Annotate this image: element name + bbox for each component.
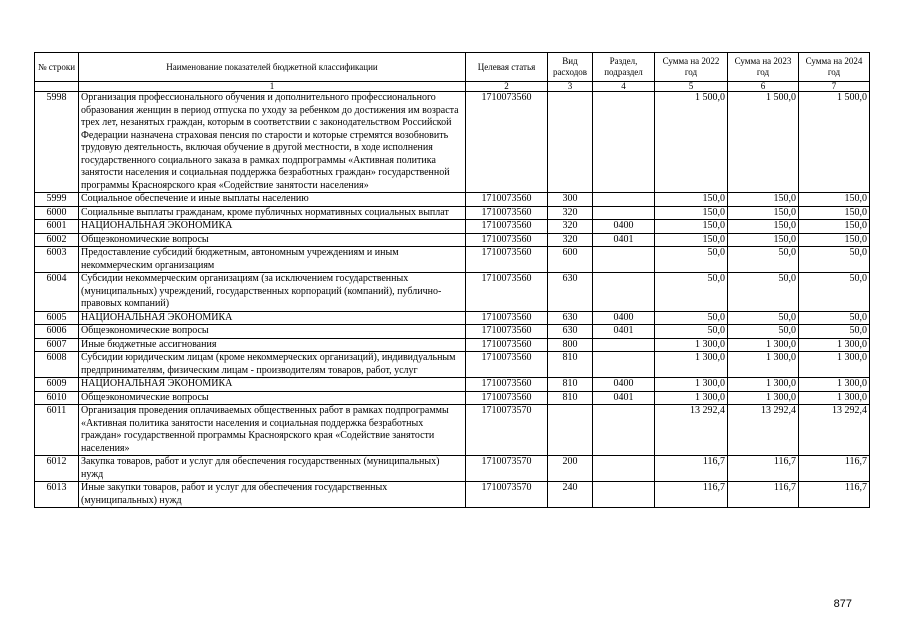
expense-type: 600 [548,247,593,273]
sum-2023: 150,0 [728,193,799,207]
sum-2023: 1 300,0 [728,352,799,378]
sum-2024: 150,0 [799,220,870,234]
table-row [35,405,870,456]
expense-type: 630 [548,273,593,312]
indicator-name: Социальное обеспечение и иные выплаты населению [79,193,466,207]
sum-2022: 116,7 [655,456,728,482]
target-article: 1710073560 [466,273,548,312]
column-number: 7 [799,82,870,92]
row-number: 6005 [35,311,79,325]
sum-2022: 1 300,0 [655,338,728,352]
target-article: 1710073570 [466,405,548,456]
sum-2023: 13 292,4 [728,405,799,456]
target-article: 1710073560 [466,378,548,392]
sum-2024: 150,0 [799,233,870,247]
sum-2022: 50,0 [655,247,728,273]
expense-type: 800 [548,338,593,352]
header-indicator-name: Наименование показателей бюджетной классификации [79,53,466,82]
target-article: 1710073560 [466,206,548,220]
row-number: 6008 [35,352,79,378]
expense-type: 200 [548,456,593,482]
column-number: 2 [466,82,548,92]
row-number: 6012 [35,456,79,482]
row-number: 6009 [35,378,79,392]
indicator-name: Организация проведения оплачиваемых общественных работ в рамках подпрограммы «Активная политика занятости населения и социальная поддержка безработных граждан» государственной программы Красноярского края «Содействие занятости населения» [79,405,466,456]
header-target-article: Целевая статья [466,53,548,82]
row-number: 6006 [35,325,79,339]
sum-2023: 150,0 [728,220,799,234]
sum-2022: 1 500,0 [655,92,728,193]
target-article: 1710073560 [466,220,548,234]
expense-type: 810 [548,378,593,392]
row-number: 6007 [35,338,79,352]
indicator-name: Субсидии юридическим лицам (кроме некоммерческих организаций), индивидуальным предпринимателям, физическим лицам - производителям товаров, работ, услуг [79,352,466,378]
expense-type [548,405,593,456]
table-row [35,311,870,325]
sum-2023: 50,0 [728,247,799,273]
sum-2022: 1 300,0 [655,391,728,405]
target-article: 1710073560 [466,325,548,339]
sum-2024: 50,0 [799,311,870,325]
sum-2023: 116,7 [728,456,799,482]
table-row [35,273,870,312]
header-sum-2023: Сумма на 2023 год [728,53,799,82]
table-body [35,92,870,508]
expense-type: 240 [548,482,593,508]
row-number: 6013 [35,482,79,508]
sum-2024: 116,7 [799,456,870,482]
table-row [35,482,870,508]
expense-type: 320 [548,220,593,234]
expense-type: 630 [548,311,593,325]
section-code [593,482,655,508]
sum-2023: 150,0 [728,233,799,247]
sum-2024: 50,0 [799,247,870,273]
row-number: 6003 [35,247,79,273]
indicator-name: Иные закупки товаров, работ и услуг для обеспечения государственных (муниципальных) нужд [79,482,466,508]
row-number: 5998 [35,92,79,193]
sum-2024: 1 300,0 [799,338,870,352]
indicator-name: Субсидии некоммерческим организациям (за исключением государственных (муниципальных) учреждений, государственных корпораций (компаний), публично-правовых компаний) [79,273,466,312]
sum-2024: 50,0 [799,325,870,339]
table-row [35,391,870,405]
sum-2022: 150,0 [655,193,728,207]
header-expense-type: Вид расходов [548,53,593,82]
indicator-name: Организация профессионального обучения и дополнительного профессионального образования женщин в период отпуска по уходу за ребенком до достижения им возраста трех лет, незанятых граждан, которым в соответствии с законодательством Российской Федерации назначена страховая пенсия по старости и которые стремятся возобновить трудовую деятельность, включая обучение в другой местности, в ходе исполнения государственного социального заказа в рамках подпрограммы «Активная политика занятости населения и социальная поддержка безработных граждан» государственной программы Красноярского края «Содействие занятости населения» [79,92,466,193]
target-article: 1710073570 [466,482,548,508]
indicator-name: Иные бюджетные ассигнования [79,338,466,352]
column-number: 4 [593,82,655,92]
row-number: 6001 [35,220,79,234]
table-row [35,325,870,339]
expense-type: 810 [548,391,593,405]
header-sum-2022: Сумма на 2022 год [655,53,728,82]
sum-2024: 150,0 [799,206,870,220]
target-article: 1710073560 [466,391,548,405]
table-row [35,193,870,207]
section-code [593,273,655,312]
section-code: 0400 [593,378,655,392]
section-code [593,206,655,220]
indicator-name: Закупка товаров, работ и услуг для обеспечения государственных (муниципальных) нужд [79,456,466,482]
section-code [593,247,655,273]
row-number: 6002 [35,233,79,247]
section-code [593,338,655,352]
section-code: 0401 [593,325,655,339]
sum-2023: 150,0 [728,206,799,220]
section-code: 0401 [593,391,655,405]
section-code: 0400 [593,311,655,325]
sum-2024: 116,7 [799,482,870,508]
table-row [35,247,870,273]
target-article: 1710073560 [466,92,548,193]
section-code [593,193,655,207]
section-code [593,352,655,378]
column-number: 6 [728,82,799,92]
column-number: 1 [79,82,466,92]
expense-type: 320 [548,206,593,220]
table-row [35,378,870,392]
table-row [35,220,870,234]
indicator-name: Общеэкономические вопросы [79,391,466,405]
row-number: 6004 [35,273,79,312]
sum-2023: 1 300,0 [728,338,799,352]
sum-2023: 1 300,0 [728,378,799,392]
page-number: 877 [833,598,852,610]
table-row [35,233,870,247]
indicator-name: НАЦИОНАЛЬНАЯ ЭКОНОМИКА [79,311,466,325]
sum-2022: 150,0 [655,233,728,247]
section-code [593,92,655,193]
expense-type: 630 [548,325,593,339]
target-article: 1710073560 [466,352,548,378]
sum-2023: 1 500,0 [728,92,799,193]
sum-2022: 13 292,4 [655,405,728,456]
table-header-row [35,53,870,82]
expense-type: 320 [548,233,593,247]
sum-2023: 50,0 [728,325,799,339]
target-article: 1710073560 [466,338,548,352]
row-number: 5999 [35,193,79,207]
expense-type: 810 [548,352,593,378]
column-number: 5 [655,82,728,92]
indicator-name: Общеэкономические вопросы [79,325,466,339]
table-row [35,338,870,352]
target-article: 1710073560 [466,193,548,207]
sum-2022: 50,0 [655,273,728,312]
indicator-name: Общеэкономические вопросы [79,233,466,247]
sum-2023: 50,0 [728,311,799,325]
sum-2022: 1 300,0 [655,352,728,378]
table-row [35,206,870,220]
column-number-row [35,82,870,92]
header-row-number: № строки [35,53,79,82]
expense-type: 300 [548,193,593,207]
sum-2023: 116,7 [728,482,799,508]
sum-2024: 1 300,0 [799,378,870,392]
sum-2024: 50,0 [799,273,870,312]
sum-2022: 150,0 [655,220,728,234]
section-code [593,456,655,482]
indicator-name: Предоставление субсидий бюджетным, автономным учреждениям и иным некоммерческим организациям [79,247,466,273]
table-row [35,456,870,482]
budget-document [34,52,869,508]
table-row [35,92,870,193]
section-code: 0400 [593,220,655,234]
sum-2023: 50,0 [728,273,799,312]
header-sum-2024: Сумма на 2024 год [799,53,870,82]
indicator-name: НАЦИОНАЛЬНАЯ ЭКОНОМИКА [79,378,466,392]
target-article: 1710073570 [466,456,548,482]
table-row [35,352,870,378]
section-code: 0401 [593,233,655,247]
sum-2024: 1 300,0 [799,352,870,378]
column-number-blank [35,82,79,92]
target-article: 1710073560 [466,311,548,325]
row-number: 6000 [35,206,79,220]
expense-type [548,92,593,193]
target-article: 1710073560 [466,233,548,247]
sum-2022: 50,0 [655,325,728,339]
sum-2024: 13 292,4 [799,405,870,456]
sum-2024: 1 300,0 [799,391,870,405]
row-number: 6011 [35,405,79,456]
sum-2022: 1 300,0 [655,378,728,392]
row-number: 6010 [35,391,79,405]
section-code [593,405,655,456]
sum-2022: 116,7 [655,482,728,508]
column-number: 3 [548,82,593,92]
sum-2022: 150,0 [655,206,728,220]
sum-2024: 1 500,0 [799,92,870,193]
sum-2023: 1 300,0 [728,391,799,405]
header-section: Раздел, подраздел [593,53,655,82]
sum-2024: 150,0 [799,193,870,207]
budget-table [34,52,870,508]
indicator-name: НАЦИОНАЛЬНАЯ ЭКОНОМИКА [79,220,466,234]
sum-2022: 50,0 [655,311,728,325]
target-article: 1710073560 [466,247,548,273]
indicator-name: Социальные выплаты гражданам, кроме публичных нормативных социальных выплат [79,206,466,220]
